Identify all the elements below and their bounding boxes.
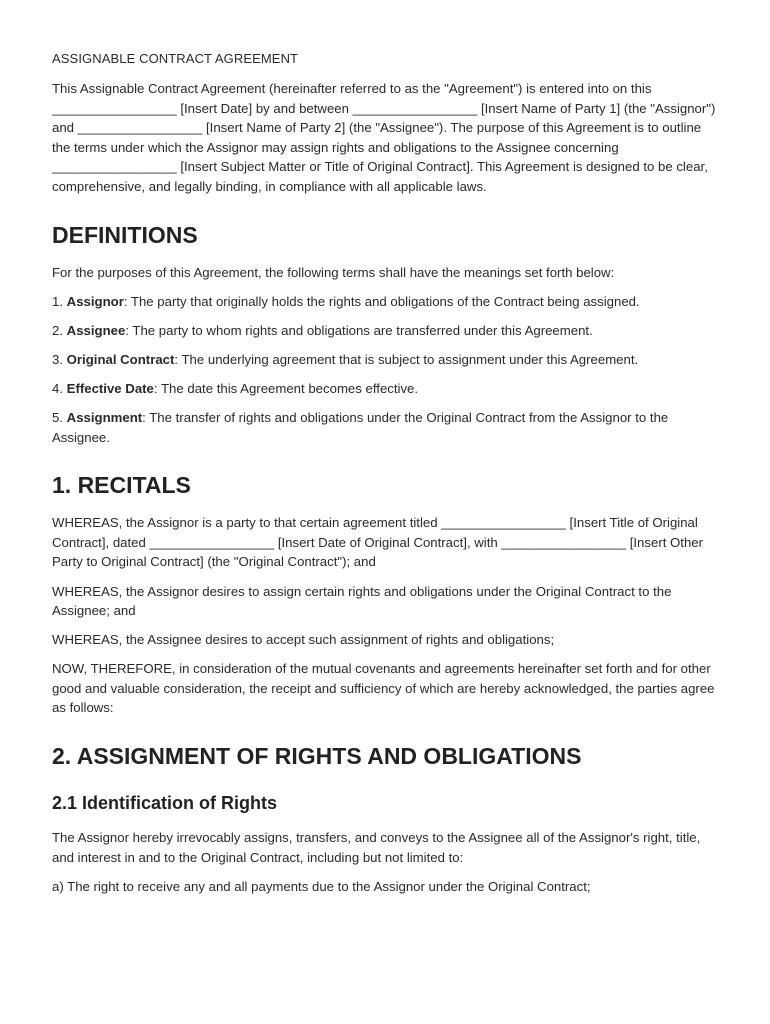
- recital-paragraph: NOW, THEREFORE, in consideration of the mutual covenants and agreements hereinafter set forth and for other good and valuable consideration, the receipt and sufficiency of which are hereby acknowledged, the parties agree as follows:: [52, 661, 715, 716]
- definition-number: 1.: [52, 293, 67, 309]
- definition-text: : The date this Agreement becomes effective.: [153, 380, 419, 396]
- definition-item-effective-date: [52, 379, 718, 399]
- recitals-heading: 1. RECITALS: [52, 472, 191, 499]
- definition-number: 3.: [52, 351, 67, 367]
- definitions-heading: DEFINITIONS: [52, 221, 198, 248]
- definition-text: : The underlying agreement that is subject to assignment under this Agreement.: [174, 351, 639, 367]
- definitions-lead: For the purposes of this Agreement, the following terms shall have the meanings set forth below:: [52, 264, 615, 280]
- assignment-paragraph: The Assignor hereby irrevocably assigns, transfers, and conveys to the Assignee all of the Assignor's right, title, and interest in and to the Original Contract, including but not limited to:: [52, 830, 701, 865]
- definition-number: 4.: [52, 380, 67, 396]
- definition-text: : The party to whom rights and obligations are transferred under this Agreement.: [125, 322, 593, 338]
- definition-number: 5.: [52, 410, 67, 426]
- definition-item-assignment: [52, 408, 718, 447]
- definition-item-original-contract: [52, 350, 718, 370]
- assignment-paragraph: a) The right to receive any and all payments due to the Assignor under the Original Contract;: [52, 878, 591, 894]
- definition-term: Assignor: [66, 293, 124, 309]
- intro-paragraph: This Assignable Contract Agreement (hereinafter referred to as the "Agreement") is entered into on this _________________ [Insert Date] by and between _________________ [Insert Name of Party 1] (the "Assignor") and _________________ [Insert Name of Party 2] (the "Assignee"). The purpose of this Agreement is to outline the terms under which the Assignor may assign rights and obligations to the Assignee concerning _________________ [Insert Subject Matter or Title of Original Contract]. This Agreement is designed to be clear, comprehensive, and legally binding, in compliance with all applicable laws.: [52, 81, 716, 194]
- definition-term: Assignment: [66, 410, 143, 426]
- recital-paragraph: WHEREAS, the Assignor is a party to that certain agreement titled _________________ [Insert Title of Original Contract], dated _________________ [Insert Date of Original Contract], with _________________ [Insert Other Party to Original Contract] (the "Original Contract"); and: [52, 515, 704, 570]
- identification-subheading: 2.1 Identification of Rights: [52, 793, 278, 814]
- definition-item-assignee: [52, 321, 718, 341]
- definition-item-assignor: [52, 292, 718, 312]
- recital-paragraph: WHEREAS, the Assignee desires to accept such assignment of rights and obligations;: [52, 632, 555, 648]
- definition-number: 2.: [52, 322, 67, 338]
- definition-term: Original Contract: [66, 351, 175, 367]
- definition-text: : The party that originally holds the rights and obligations of the Contract being assigned.: [123, 293, 640, 309]
- definition-term: Assignee: [66, 322, 126, 338]
- document-title: ASSIGNABLE CONTRACT AGREEMENT: [52, 51, 299, 66]
- definition-term: Effective Date: [66, 380, 154, 396]
- assignment-heading: 2. ASSIGNMENT OF RIGHTS AND OBLIGATIONS: [52, 743, 582, 770]
- definition-text: : The transfer of rights and obligations under the Original Contract from the Assignor to the Assignee.: [52, 410, 669, 445]
- recital-paragraph: WHEREAS, the Assignor desires to assign certain rights and obligations under the Original Contract to the Assignee; and: [52, 583, 672, 619]
